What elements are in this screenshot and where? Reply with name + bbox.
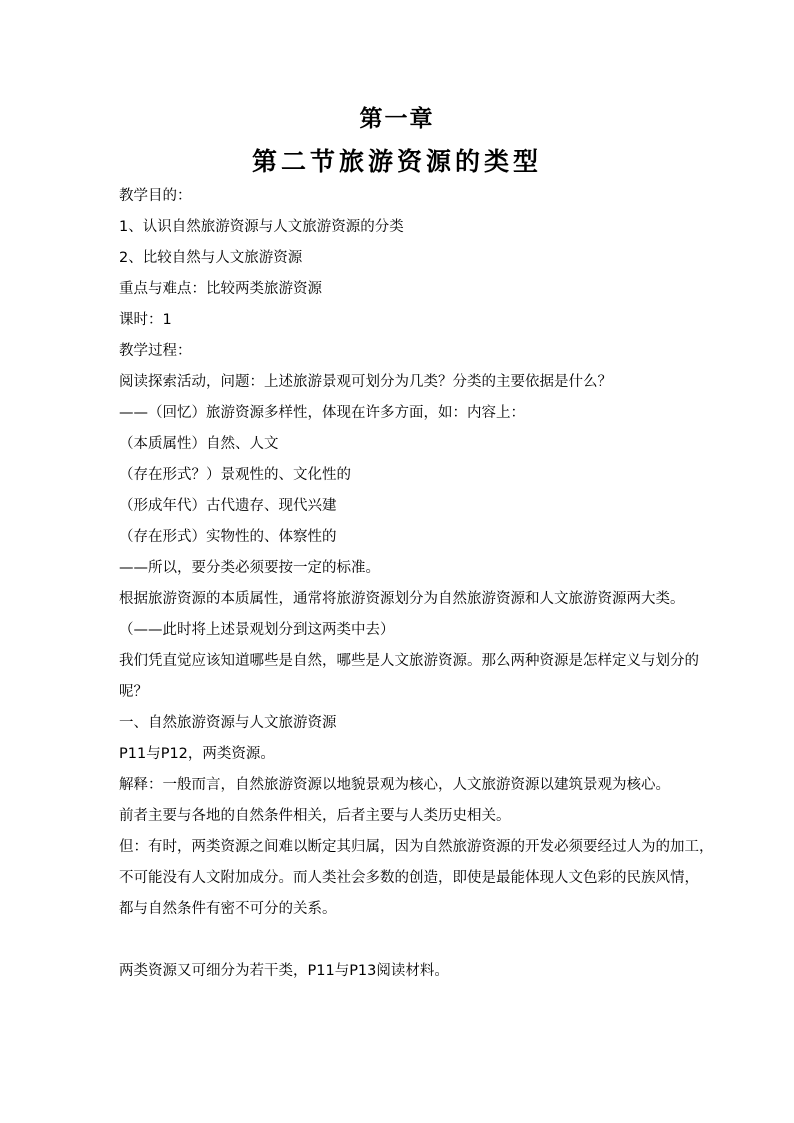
note-line: （——此时将上述景观划分到这两类中去） xyxy=(119,622,395,638)
however-line: 但：有时，两类资源之间难以断定其归属，因为自然旅游资源的开发必须要经过人为的加工， xyxy=(119,839,714,855)
attribute-line-form: （存在形式？）景观性的、文化性的 xyxy=(119,467,351,483)
attribute-line-nature: （本质属性）自然、人文 xyxy=(119,436,279,452)
goal-item-2: 2、比较自然与人文旅游资源 xyxy=(119,250,303,266)
relation-line: 前者主要与各地的自然条件相关，后者主要与人类历史相关。 xyxy=(119,808,511,824)
section-title: 第二节旅游资源的类型 xyxy=(251,147,542,176)
key-points: 重点与难点：比较两类旅游资源 xyxy=(119,281,322,297)
intuition-line-cont: 呢？ xyxy=(119,684,148,700)
document-body xyxy=(119,181,714,987)
attribute-line-era: （形成年代）古代遗存、现代兴建 xyxy=(119,498,337,514)
reading-activity-question: 阅读探索活动，问题：上述旅游景观可划分为几类？分类的主要依据是什么？ xyxy=(119,374,612,390)
teaching-goal-heading: 教学目的： xyxy=(119,188,192,204)
review-line: ——（回忆）旅游资源多样性，体现在许多方面，如：内容上： xyxy=(119,405,525,421)
standard-line: ——所以，要分类必须要按一定的标准。 xyxy=(119,560,380,576)
section-one-heading: 一、自然旅游资源与人文旅游资源 xyxy=(119,715,337,731)
teaching-process-heading: 教学过程： xyxy=(119,343,192,359)
goal-item-1: 1、认识自然旅游资源与人文旅游资源的分类 xyxy=(119,219,404,235)
explanation-line: 解释：一般而言，自然旅游资源以地貌景观为核心，人文旅游资源以建筑景观为核心。 xyxy=(119,777,670,793)
classification-line: 根据旅游资源的本质属性，通常将旅游资源划分为自然旅游资源和人文旅游资源两大类。 xyxy=(119,591,685,607)
page-reference-line: P11与P12，两类资源。 xyxy=(119,746,275,762)
attribute-line-existence: （存在形式）实物性的、体察性的 xyxy=(119,529,337,545)
intuition-line: 我们凭直觉应该知道哪些是自然，哪些是人文旅游资源。那么两种资源是怎样定义与划分的 xyxy=(119,653,699,669)
subdivision-line: 两类资源又可细分为若干类，P11与P13阅读材料。 xyxy=(119,963,449,979)
however-line-cont-1: 不可能没有人文附加成分。而人类社会多数的创造，即使是最能体现人文色彩的民族风情， xyxy=(119,870,699,886)
however-line-cont-2: 都与自然条件有密不可分的关系。 xyxy=(119,901,337,917)
chapter-title: 第一章 xyxy=(359,105,435,132)
class-hours: 课时：1 xyxy=(119,312,172,328)
